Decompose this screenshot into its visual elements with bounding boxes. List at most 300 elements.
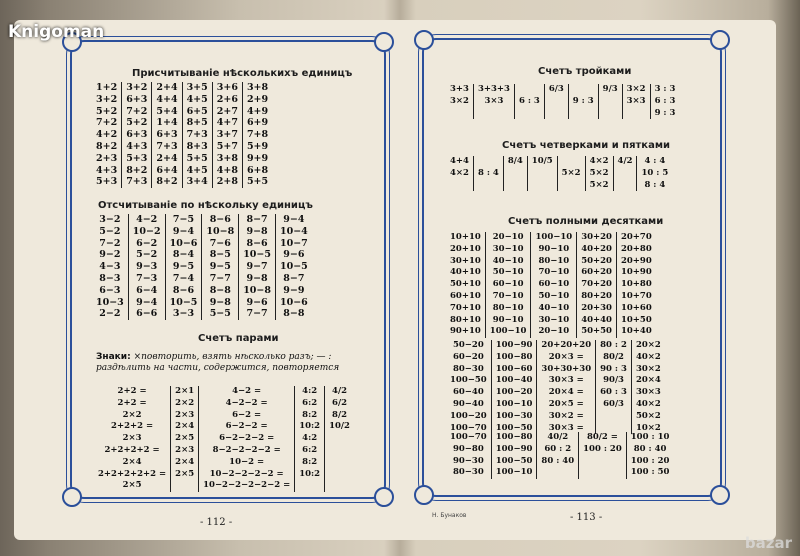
table-cell: 10−7: [279, 237, 308, 249]
table-column: [491, 340, 537, 434]
table-cell: 6+3: [156, 129, 178, 141]
table-cell: 50×2: [635, 410, 661, 421]
table-cell: 60−10: [538, 279, 570, 290]
ornament-icon: [414, 485, 434, 505]
table-cell: 4+4: [450, 156, 469, 166]
table-cell: 4−2: [136, 214, 158, 225]
section-title: Счетъ полными десятками: [508, 216, 664, 227]
table-cell: [603, 96, 618, 108]
addition-table: [92, 82, 272, 188]
table-cell: 10−4: [279, 225, 308, 237]
table-cell: 70+20: [581, 279, 612, 290]
note-label: Знаки:: [96, 352, 131, 362]
table-cell: 7−7: [246, 308, 268, 320]
signs-note: [96, 352, 381, 374]
table-cell: 10−6: [169, 237, 198, 249]
table-cell: 9+9: [246, 152, 269, 164]
table-cell: 8/4: [507, 156, 523, 166]
table-cell: 80−10: [538, 255, 570, 266]
table-cell: 80−30: [452, 467, 484, 478]
watermark-logo: Knigoman: [8, 22, 105, 42]
table-cell: 50−20: [452, 340, 484, 350]
table-cell: 2×2: [175, 397, 195, 408]
table-cell: 4+5: [186, 93, 208, 105]
table-cell: 10+10: [450, 232, 481, 242]
table-column: [530, 232, 576, 338]
table-column: [128, 214, 165, 320]
table-column: [275, 214, 312, 320]
table-cell: [508, 168, 523, 180]
table-cell: 8 : 4: [644, 179, 666, 190]
table-cell: 8:2: [302, 409, 318, 420]
table-cell: 3×2: [450, 95, 469, 106]
table-cell: 10−5: [279, 261, 308, 273]
table-cell: 80/2: [603, 351, 624, 362]
table-cell: 6 : 3: [518, 95, 540, 106]
table-cell: 9−4: [136, 296, 158, 308]
table-cell: 60+20: [581, 267, 612, 278]
table-cell: 80+10: [450, 314, 481, 325]
table-cell: 40+40: [581, 314, 612, 325]
table-cell: 3+3+3: [477, 84, 510, 94]
table-cell: 5×2: [561, 167, 581, 178]
table-cell: 6+8: [246, 164, 269, 176]
table-cell: 8+2: [126, 164, 148, 176]
table-cell: 9−5: [172, 261, 195, 273]
table-cell: 60+10: [450, 290, 481, 301]
table-cell: 30−10: [492, 243, 524, 254]
table-cell: 40+10: [450, 267, 481, 278]
table-column: [94, 386, 170, 492]
table-cell: 5+4: [156, 105, 178, 117]
table-cell: 20+30: [581, 302, 612, 313]
table-cell: 2×5: [175, 433, 195, 444]
table-column: [576, 232, 616, 338]
table-cell: 90−80: [452, 443, 484, 454]
table-cell: 40×2: [635, 398, 661, 409]
table-cell: 10−5: [169, 296, 198, 308]
table-column: [568, 84, 598, 119]
table-cell: 80−10: [492, 302, 524, 313]
table-cell: 3+3: [450, 84, 469, 94]
table-cell: 6 : 3: [654, 95, 676, 106]
table-cell: 20×4: [635, 375, 661, 386]
table-cell: 2×5: [175, 468, 195, 479]
table-cell: 6+9: [246, 117, 269, 129]
table-cell: 20+70: [620, 232, 652, 242]
table-cell: 7+3: [126, 176, 148, 188]
table-cell: [519, 84, 540, 96]
table-cell: 40+20: [581, 243, 612, 254]
table-cell: 2×4: [175, 456, 195, 467]
table-column: [201, 214, 238, 320]
table-column: [165, 214, 202, 320]
table-cell: 90−40: [452, 398, 484, 409]
table-cell: 3×3: [484, 95, 504, 106]
table-cell: 8/2: [332, 409, 347, 420]
tens-table-2: [446, 340, 665, 434]
table-cell: 5−5: [209, 308, 231, 320]
table-column: [182, 82, 212, 188]
table-column: [514, 84, 544, 119]
table-cell: 4/2: [332, 386, 347, 396]
table-cell: 2+3: [96, 152, 118, 164]
table-cell: 50−10: [492, 267, 524, 278]
table-cell: 8−8: [283, 308, 305, 320]
table-cell: 2+2+2+2+2 =: [98, 468, 167, 479]
table-cell: 8+2: [156, 176, 178, 188]
table-column: [238, 214, 275, 320]
table-cell: [562, 156, 581, 168]
table-cell: 2×3: [122, 433, 142, 444]
table-cell: 7+8: [246, 129, 269, 141]
table-cell: 2+7: [216, 105, 238, 117]
table-cell: 5−2: [99, 225, 121, 237]
table-cell: 2+8: [216, 176, 238, 188]
table-cell: 6−4: [136, 284, 158, 296]
table-cell: 2+4: [156, 152, 178, 164]
pairs-table: [94, 386, 354, 492]
table-cell: 100−10: [535, 232, 573, 242]
table-cell: 7−6: [209, 237, 231, 249]
table-column: [585, 156, 613, 191]
table-cell: 4+2: [96, 129, 118, 141]
table-cell: 4:2: [302, 433, 318, 444]
table-cell: 8−5: [209, 249, 231, 261]
table-cell: 9−8: [209, 296, 231, 308]
table-column: [170, 386, 198, 492]
table-column: [503, 156, 527, 191]
table-cell: 30×3 =: [548, 375, 584, 386]
table-cell: 8:2: [302, 456, 318, 467]
table-cell: 6/2: [332, 397, 347, 408]
table-cell: 60−10: [492, 279, 524, 290]
table-column: [446, 156, 473, 191]
table-cell: 7−2: [99, 237, 121, 249]
table-cell: 3−2: [99, 214, 121, 225]
table-cell: 5+5: [186, 152, 208, 164]
table-cell: 50+50: [581, 326, 612, 337]
table-cell: 60−20: [452, 351, 484, 362]
table-cell: 10 : 5: [641, 167, 669, 178]
table-cell: 1+2: [96, 82, 118, 93]
table-cell: 8−2−2−2−2 =: [212, 444, 281, 455]
tens-table: [446, 232, 656, 338]
table-column: [473, 84, 514, 119]
table-cell: 100−50: [495, 422, 533, 433]
table-cell: 3+7: [216, 129, 238, 141]
table-cell: 70−10: [492, 290, 524, 301]
table-cell: 60 : 3: [600, 387, 627, 398]
table-cell: 40−10: [538, 302, 570, 313]
table-cell: 2×4: [122, 456, 142, 467]
table-column: [151, 82, 181, 188]
table-cell: 60 : 2: [544, 443, 572, 454]
table-cell: 20×5 =: [548, 398, 584, 409]
table-cell: 9−5: [209, 261, 231, 273]
tens-table-3: [446, 432, 673, 479]
table-cell: 6−3: [99, 284, 121, 296]
table-cell: 70−10: [538, 267, 570, 278]
table-cell: 40/2: [547, 432, 569, 442]
page-number: - 112 -: [200, 517, 233, 528]
table-cell: 3+2: [126, 82, 148, 93]
page-number: - 113 -: [570, 512, 603, 523]
table-column: [485, 232, 531, 338]
table-column: [198, 386, 294, 492]
table-cell: 40−10: [492, 255, 524, 266]
table-cell: 30×2 =: [548, 410, 584, 421]
table-cell: 100−70: [450, 422, 487, 433]
table-cell: 4/2: [617, 156, 633, 166]
table-cell: 4×2: [589, 156, 609, 166]
table-cell: 8−8: [209, 284, 231, 296]
table-cell: 6+5: [186, 105, 208, 117]
table-cell: 100−90: [495, 340, 533, 350]
table-cell: 6+3: [126, 93, 148, 105]
table-cell: 8−6: [172, 284, 195, 296]
table-cell: 3+8: [246, 82, 269, 93]
table-cell: 9−7: [246, 261, 268, 273]
table-cell: 8−7: [283, 272, 305, 284]
table-cell: 4+9: [246, 105, 269, 117]
table-cell: 9−3: [136, 261, 158, 273]
table-cell: 100 : 50: [630, 467, 670, 478]
table-cell: 4+3: [96, 164, 118, 176]
table-cell: 10−8: [206, 225, 235, 237]
table-cell: 8−6: [246, 237, 268, 249]
table-cell: 100 : 20: [583, 443, 622, 454]
table-column: [536, 340, 595, 434]
table-cell: 6−2−2 =: [225, 421, 268, 432]
table-cell: 7−3: [136, 272, 158, 284]
section-title: Счетъ тройками: [538, 66, 632, 77]
table-cell: 10+50: [620, 314, 652, 325]
table-column: [536, 432, 578, 479]
table-column: [544, 84, 568, 119]
table-cell: 6+3: [126, 129, 148, 141]
table-cell: 5+3: [96, 176, 118, 188]
table-cell: 30×2: [635, 363, 661, 374]
table-cell: 10/2: [329, 421, 350, 432]
table-column: [324, 386, 354, 492]
table-cell: 2×1: [175, 386, 195, 396]
table-cell: 5+2: [126, 117, 148, 129]
table-cell: 6:2: [302, 444, 318, 455]
table-cell: 3+8: [216, 152, 238, 164]
table-cell: 90/3: [603, 375, 624, 386]
table-cell: 80−30: [452, 363, 484, 374]
table-cell: 6−6: [136, 308, 158, 320]
table-cell: 2×4: [175, 421, 195, 432]
table-column: [578, 432, 626, 479]
table-cell: 6+4: [156, 164, 178, 176]
table-cell: 100−20: [495, 387, 533, 398]
table-cell: 9−2: [99, 249, 121, 261]
table-cell: 9 : 3: [654, 107, 676, 118]
table-cell: 3+4: [186, 176, 208, 188]
table-cell: 30+30+30: [541, 363, 592, 374]
table-cell: 100−40: [495, 375, 533, 386]
table-column: [598, 84, 622, 119]
table-cell: 30+20: [581, 232, 612, 242]
table-cell: 6−2−2−2 =: [219, 433, 275, 444]
table-cell: 3+2: [96, 93, 118, 105]
table-cell: 10+70: [620, 290, 652, 301]
table-cell: 10+90: [620, 267, 652, 278]
table-cell: 8+5: [186, 117, 208, 129]
table-cell: 100−30: [495, 410, 533, 421]
table-cell: 10−6: [279, 296, 308, 308]
table-cell: 80 : 40: [633, 443, 667, 454]
table-cell: 2+4: [156, 82, 178, 93]
table-cell: 10+40: [620, 326, 652, 337]
table-cell: 30−10: [538, 314, 570, 325]
table-cell: 4×2: [450, 167, 469, 178]
table-column: [242, 82, 272, 188]
table-cell: 80+20: [581, 290, 612, 301]
table-cell: 2×2: [122, 409, 142, 420]
footer-author: Н. Бунаков: [432, 512, 467, 519]
fours-fives-table: [446, 156, 672, 191]
table-cell: 2×5: [122, 480, 142, 491]
table-cell: 4+8: [216, 164, 238, 176]
table-cell: 60/3: [603, 398, 624, 409]
table-cell: 100−60: [495, 363, 533, 374]
table-cell: 100−50: [450, 375, 487, 386]
table-cell: 10×2: [635, 422, 661, 433]
table-column: [557, 156, 585, 191]
table-cell: 5+9: [246, 140, 269, 152]
table-cell: [573, 84, 594, 96]
table-cell: 30×3 =: [548, 422, 584, 433]
table-cell: 20+20+20: [541, 340, 592, 350]
table-cell: 8−3: [99, 272, 121, 284]
table-column: [491, 432, 537, 479]
table-cell: 100−70: [450, 432, 487, 442]
table-cell: 9−8: [246, 272, 268, 284]
table-cell: 5+7: [216, 140, 238, 152]
table-cell: 10+60: [620, 302, 652, 313]
table-cell: 50+10: [450, 279, 481, 290]
table-cell: 70+10: [450, 302, 481, 313]
table-cell: [478, 156, 499, 168]
section-title: Счетъ парами: [198, 333, 279, 344]
table-cell: 7+2: [96, 117, 118, 129]
table-cell: 2+6: [216, 93, 238, 105]
table-cell: 2+2+2+2 =: [104, 444, 160, 455]
table-cell: 4+7: [216, 117, 238, 129]
note-text: ×повторить, взять нѣсколько разъ; — : раздѣлить на части, содержится, повторяется: [96, 352, 340, 373]
table-cell: 7+3: [156, 140, 178, 152]
table-cell: 7+3: [186, 129, 208, 141]
table-cell: 9−6: [283, 249, 305, 261]
table-cell: [532, 168, 553, 180]
table-cell: 3 : 3: [654, 84, 676, 94]
table-cell: 10−3: [96, 296, 124, 308]
table-cell: 4:2: [302, 386, 318, 396]
table-cell: 30+10: [450, 255, 481, 266]
table-cell: 9−4: [172, 225, 195, 237]
table-cell: 10/5: [531, 156, 553, 166]
ornament-icon: [374, 32, 394, 52]
table-cell: 20+80: [620, 243, 652, 254]
ornament-icon: [62, 487, 82, 507]
table-cell: 90 : 3: [600, 363, 627, 374]
table-cell: 7−4: [172, 272, 195, 284]
table-column: [212, 82, 242, 188]
table-cell: 80/2 =: [586, 432, 618, 442]
table-cell: 80 : 40: [541, 455, 575, 466]
table-cell: 4 : 4: [644, 156, 666, 166]
table-cell: 40×2: [635, 351, 661, 362]
table-column: [527, 156, 557, 191]
table-cell: 10+80: [620, 279, 652, 290]
table-cell: 20+90: [620, 255, 652, 266]
table-cell: 90+10: [450, 326, 481, 337]
table-cell: 9−6: [246, 296, 268, 308]
table-column: [446, 232, 485, 338]
table-cell: 8−7: [246, 214, 268, 225]
table-cell: 100−10: [495, 467, 533, 478]
table-column: [294, 386, 324, 492]
table-cell: 90−30: [452, 455, 484, 466]
table-cell: 100−80: [495, 351, 533, 362]
table-cell: 7−7: [209, 272, 231, 284]
section-title: Отсчитываніе по нѣскольку единицъ: [98, 200, 313, 211]
table-cell: 3+5: [186, 82, 208, 93]
table-cell: 5−2: [136, 249, 158, 261]
table-cell: 10−2: [132, 225, 161, 237]
table-cell: 100 : 10: [630, 432, 670, 442]
table-cell: 20×4 =: [548, 387, 584, 398]
table-cell: 100 : 20: [630, 455, 670, 466]
table-cell: 6−2: [136, 237, 158, 249]
table-cell: 30×3: [635, 387, 661, 398]
table-cell: 90−10: [538, 243, 570, 254]
table-column: [446, 84, 473, 119]
table-cell: 80 : 2: [600, 340, 627, 350]
subtraction-table: [92, 214, 312, 320]
table-cell: 3×2: [626, 84, 646, 94]
table-cell: 2×3: [175, 444, 195, 455]
section-title: Присчитываніе нѣсколькихъ единицъ: [132, 68, 353, 79]
table-cell: 9−8: [246, 225, 268, 237]
table-column: [92, 214, 128, 320]
table-cell: 5+2: [96, 105, 118, 117]
table-cell: 5+5: [246, 176, 269, 188]
table-cell: 100−90: [495, 443, 533, 454]
table-cell: 9−9: [283, 284, 305, 296]
threes-table: [446, 84, 679, 119]
table-cell: [549, 96, 564, 108]
table-cell: 2+2 =: [117, 386, 147, 396]
table-cell: 4+5: [186, 164, 208, 176]
table-cell: 8 : 4: [477, 167, 499, 178]
table-column: [616, 232, 656, 338]
ornament-icon: [710, 30, 730, 50]
table-cell: 50+20: [581, 255, 612, 266]
table-cell: 2−2: [99, 308, 121, 320]
table-column: [622, 84, 650, 119]
table-cell: 20−10: [492, 232, 524, 242]
table-cell: 50−10: [538, 290, 570, 301]
table-cell: 100−10: [489, 326, 527, 337]
ornament-icon: [414, 30, 434, 50]
table-cell: 2×3: [175, 409, 195, 420]
table-column: [626, 432, 674, 479]
table-column: [595, 340, 631, 434]
